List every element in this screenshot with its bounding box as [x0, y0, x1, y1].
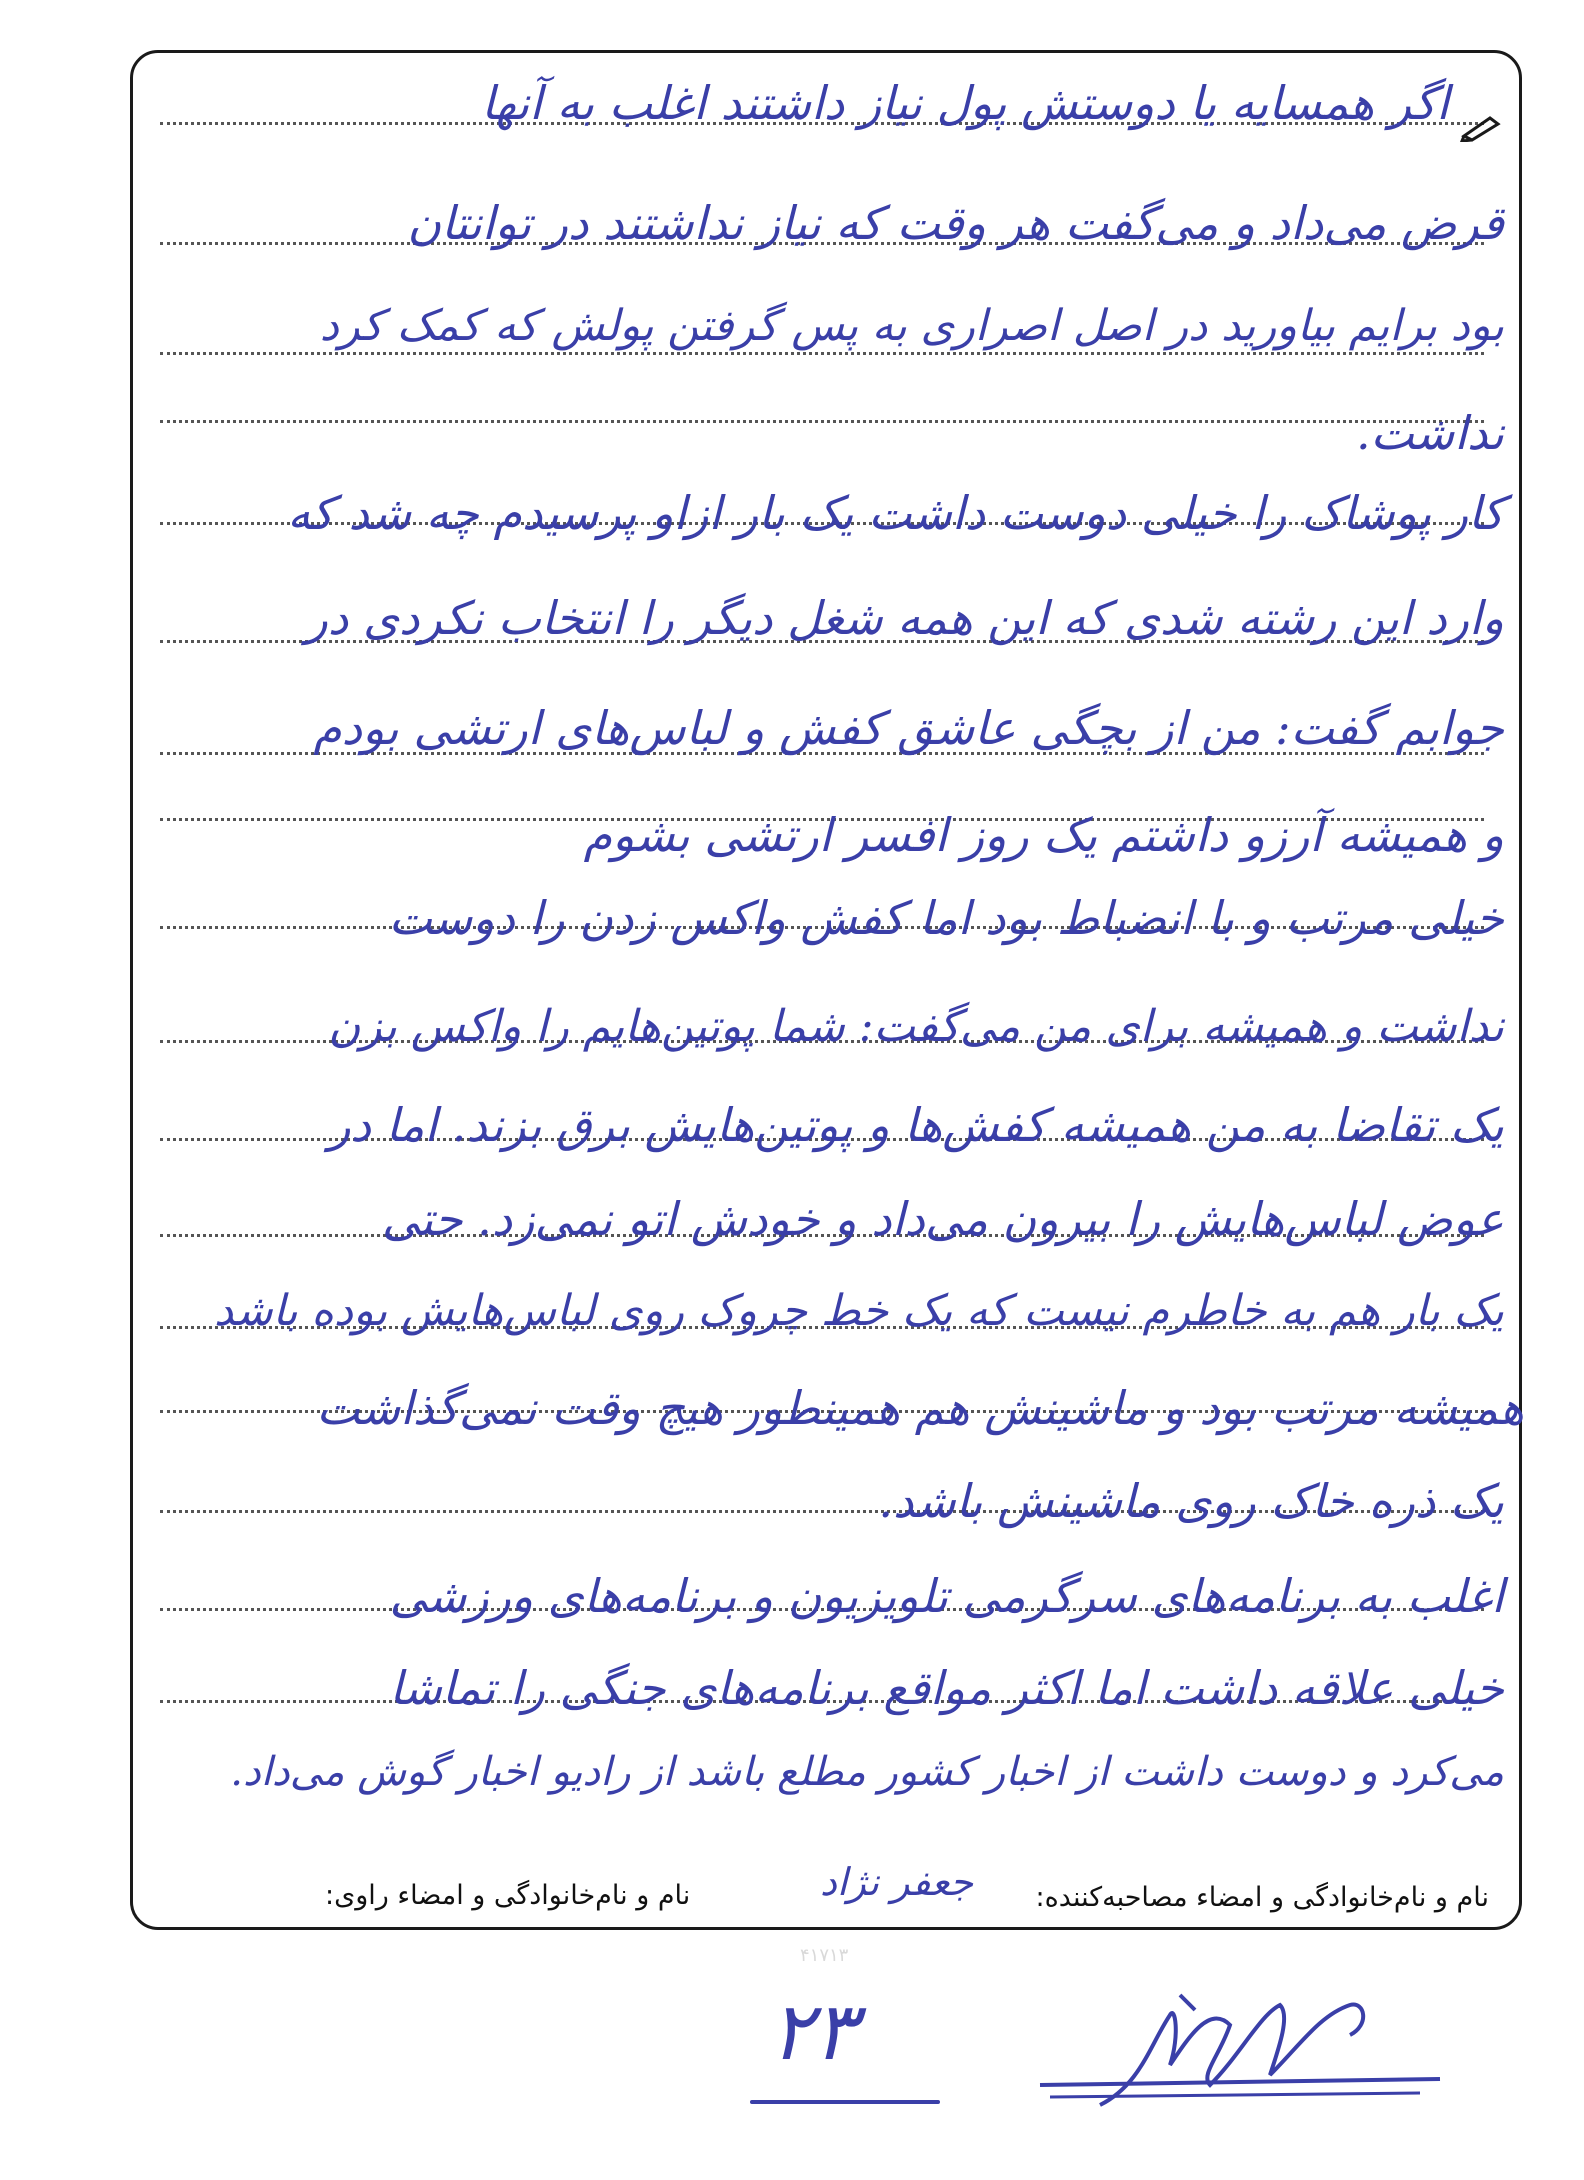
page-number: ۲۳ [770, 1985, 856, 2078]
handwritten-line-8: و همیشه آرزو داشتم یک روز افسر ارتشی بشوم [583, 808, 1504, 862]
handwritten-line-10: نداشت و همیشه برای من می‌گفت: شما پوتین‌هایم را واکس بزن [328, 1001, 1504, 1052]
handwritten-line-17: خیلی علاقه داشت اما اکثر مواقع برنامه‌های جنگی را تماشا [389, 1661, 1504, 1715]
handwritten-line-13: یک بار هم به خاطرم نیست که یک خط چروک روی لباس‌هایش بوده باشد [214, 1286, 1504, 1336]
narrator-signature-label: نام و نام‌خانوادگی و امضاء راوی: [325, 1880, 691, 1911]
ruled-line [160, 420, 1484, 423]
handwritten-signature [1020, 1975, 1460, 2125]
handwritten-line-15: یک ذره خاک روی ماشینش باشد. [878, 1474, 1504, 1528]
handwritten-line-9: خیلی مرتب و با انضباط بود اما کفش واکس زدن را دوست [388, 891, 1504, 945]
handwritten-line-7: جوابم گفت: من از بچگی عاشق کفش و لباس‌های ارتشی بودم [313, 701, 1504, 755]
handwritten-line-4: نداشت. [1355, 406, 1504, 460]
handwritten-line-5: کار پوشاک را خیلی دوست داشت یک بار ازاو پرسیدم چه شد که [287, 486, 1504, 540]
handwritten-line-18: می‌کرد و دوست داشت از اخبار کشور مطلع باشد از رادیو اخبار گوش می‌داد. [230, 1749, 1504, 1795]
faint-stamp: ۴۱۷۱۳ [800, 1945, 849, 1966]
interviewer-signature-label: نام و نام‌خانوادگی و امضاء مصاحبه‌کننده: [1035, 1882, 1489, 1913]
page-number-underline [750, 2100, 940, 2104]
interviewer-signature: جعفر نژاد [820, 1860, 974, 1904]
ruled-line [160, 352, 1484, 355]
handwritten-line-3: بود برایم بیاورید در اصل اصراری به پس گرفتن پولش که کمک کرد [319, 301, 1504, 351]
handwritten-line-2: قرض می‌داد و می‌گفت هر وقت که نیاز نداشتند در توانتان [407, 196, 1504, 250]
handwritten-line-16: اغلب به برنامه‌های سرگرمی تلویزیون و برنامه‌های ورزشی [389, 1569, 1504, 1623]
handwritten-line-6: وارد این رشته شدی که این همه شغل دیگر را انتخاب نکردی در [305, 591, 1504, 645]
handwritten-line-14: همیشه مرتب بود و ماشینش هم همینطور هیچ وقت نمی‌گذاشت [316, 1381, 1524, 1435]
pencil-icon [1460, 112, 1502, 142]
handwritten-line-1: اگر همسایه یا دوستش پول نیاز داشتند اغلب به آنها [481, 76, 1449, 130]
handwritten-line-12: عوض لباس‌هایش را بیرون می‌داد و خودش اتو نمی‌زد. حتی [381, 1192, 1504, 1246]
handwritten-line-11: یک تقاضا به من همیشه کفش‌ها و پوتین‌هایش برق بزند. اما در [328, 1098, 1504, 1152]
